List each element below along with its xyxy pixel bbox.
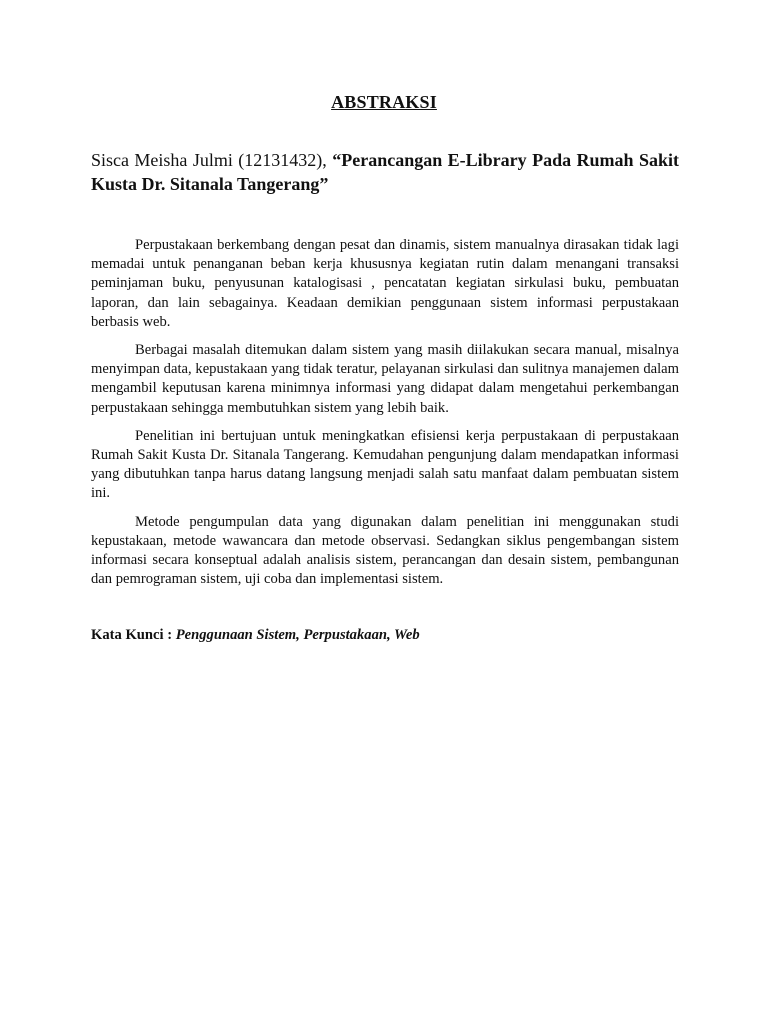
paragraph-2: Berbagai masalah ditemukan dalam sistem yang masih diilakukan secara manual, misalnya menyimpan data, kepustakaan yang tidak teratur, pelayanan sirkulasi dan sulitnya manajemen dalam mengambil keputusan karena minimnya informasi yang didapat dalam mengetahui perkembangan perpustakaan sehingga membutuhkan sistem yang lebih baik. xyxy=(91,342,679,416)
abstract-heading: ABSTRAKSI xyxy=(331,92,437,112)
keywords-value: Penggunaan Sistem, Perpustakaan, Web xyxy=(175,627,420,643)
abstract-body xyxy=(91,236,679,598)
paragraph-1: Perpustakaan berkembang dengan pesat dan dinamis, sistem manualnya dirasakan tidak lagi memadai untuk penanganan beban kerja khususnya kegiatan rutin dalam menangani transaksi peminjaman buku, penyusunan katalogisasi , pencatatan kegiatan sirkulasi buku, pembuatan laporan, dan lain sebagainya. Keadaan demikian penggunaan sistem informasi perpustakaan berbasis web. xyxy=(91,237,679,330)
keywords-label: Kata Kunci : xyxy=(91,627,173,643)
keywords-line xyxy=(91,626,679,645)
title-block xyxy=(91,148,679,196)
work-title: “Perancangan E-Library Pada Rumah Sakit Kusta Dr. Sitanala Tangerang” xyxy=(91,150,680,194)
paragraph-3: Penelitian ini bertujuan untuk meningkatkan efisiensi kerja perpustakaan di perpustakaan Rumah Sakit Kusta Dr. Sitanala Tangerang. Kemudahan pengunjung dalam mendapatkan informasi yang dibutuhkan tanpa harus datang langsung menjadi salah satu manfaat dalam pembuatan sistem ini. xyxy=(91,427,679,502)
author-name: Sisca Meisha Julmi (12131432), xyxy=(91,150,327,170)
paragraph-4: Metode pengumpulan data yang digunakan dalam penelitian ini menggunakan studi kepustakaan, metode wawancara dan metode observasi. Sedangkan siklus pengembangan sistem informasi secara konseptual adalah analisis sistem, perancangan dan desain sistem, pembangunan dan pemrograman sistem, uji coba dan implementasi sistem. xyxy=(91,513,679,588)
